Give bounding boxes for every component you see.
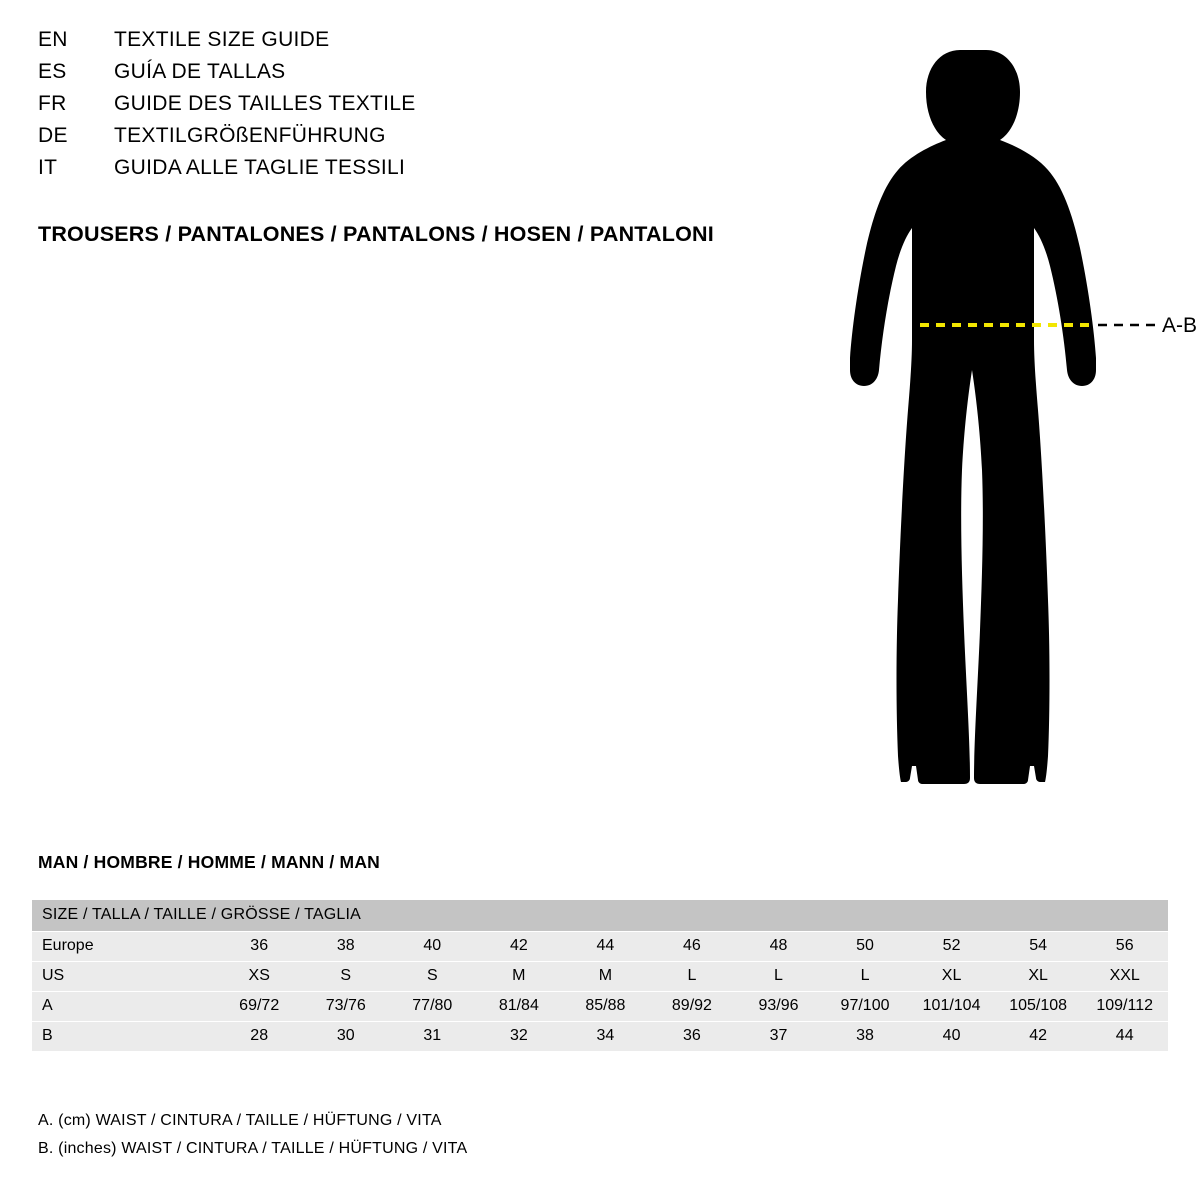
table-cell: 44 bbox=[562, 931, 649, 961]
table-cell: 42 bbox=[476, 931, 563, 961]
table-row bbox=[32, 1021, 1168, 1051]
language-row bbox=[38, 28, 798, 60]
table-cell: 34 bbox=[562, 1021, 649, 1051]
language-row bbox=[38, 60, 798, 92]
table-cell: 31 bbox=[389, 1021, 476, 1051]
table-cell: 85/88 bbox=[562, 991, 649, 1021]
table-cell: XL bbox=[908, 961, 995, 991]
language-code: ES bbox=[38, 60, 67, 83]
table-cell: 46 bbox=[649, 931, 736, 961]
table-cell: 36 bbox=[649, 1021, 736, 1051]
footnote-a: A. (cm) WAIST / CINTURA / TAILLE / HÜFTUNG / VITA bbox=[38, 1112, 442, 1129]
body-figure bbox=[810, 20, 1200, 810]
garment-title: TROUSERS / PANTALONES / PANTALONS / HOSEN / PANTALONI bbox=[38, 222, 714, 246]
language-code: FR bbox=[38, 92, 67, 115]
table-cell: 101/104 bbox=[908, 991, 995, 1021]
table-cell: L bbox=[822, 961, 909, 991]
table-cell: XL bbox=[995, 961, 1082, 991]
table-cell: 44 bbox=[1081, 1021, 1168, 1051]
table-cell: 97/100 bbox=[822, 991, 909, 1021]
table-cell: 40 bbox=[389, 931, 476, 961]
table-cell: 48 bbox=[735, 931, 822, 961]
table-cell: 30 bbox=[302, 1021, 389, 1051]
size-table bbox=[32, 900, 1168, 1052]
table-cell: 37 bbox=[735, 1021, 822, 1051]
table-cell: 36 bbox=[216, 931, 303, 961]
table-cell: 69/72 bbox=[216, 991, 303, 1021]
table-cell: 93/96 bbox=[735, 991, 822, 1021]
table-cell: S bbox=[302, 961, 389, 991]
table-header-row bbox=[32, 900, 1168, 931]
table-cell: 52 bbox=[908, 931, 995, 961]
man-silhouette-icon bbox=[850, 50, 1096, 784]
table-cell: 38 bbox=[822, 1021, 909, 1051]
table-row bbox=[32, 931, 1168, 961]
table-cell: 109/112 bbox=[1081, 991, 1168, 1021]
table-header-cell: SIZE / TALLA / TAILLE / GRÖSSE / TAGLIA bbox=[32, 900, 1168, 931]
table-cell: L bbox=[735, 961, 822, 991]
table-cell: 54 bbox=[995, 931, 1082, 961]
measure-label: A-B bbox=[1162, 314, 1198, 337]
language-list bbox=[38, 28, 798, 188]
table-cell: L bbox=[649, 961, 736, 991]
language-row bbox=[38, 156, 798, 188]
table-cell: 89/92 bbox=[649, 991, 736, 1021]
language-text: GUIDE DES TAILLES TEXTILE bbox=[114, 92, 416, 115]
language-text: GUIDA ALLE TAGLIE TESSILI bbox=[114, 156, 406, 179]
table-cell: XS bbox=[216, 961, 303, 991]
language-code: DE bbox=[38, 124, 68, 147]
language-row bbox=[38, 92, 798, 124]
table-cell: 32 bbox=[476, 1021, 563, 1051]
table-row bbox=[32, 961, 1168, 991]
table-cell: XXL bbox=[1081, 961, 1168, 991]
table-cell: 73/76 bbox=[302, 991, 389, 1021]
table-cell: 105/108 bbox=[995, 991, 1082, 1021]
table-section-label: MAN / HOMBRE / HOMME / MANN / MAN bbox=[38, 852, 380, 872]
language-text: TEXTILE SIZE GUIDE bbox=[114, 28, 330, 51]
table-cell: 56 bbox=[1081, 931, 1168, 961]
language-code: EN bbox=[38, 28, 68, 51]
table-cell: M bbox=[562, 961, 649, 991]
table-cell: 38 bbox=[302, 931, 389, 961]
row-label: A bbox=[32, 991, 216, 1021]
row-label: B bbox=[32, 1021, 216, 1051]
table-cell: 42 bbox=[995, 1021, 1082, 1051]
language-code: IT bbox=[38, 156, 58, 179]
language-row bbox=[38, 124, 798, 156]
table-cell: S bbox=[389, 961, 476, 991]
table-cell: 81/84 bbox=[476, 991, 563, 1021]
table-cell: 28 bbox=[216, 1021, 303, 1051]
footnote-b: B. (inches) WAIST / CINTURA / TAILLE / HÜFTUNG / VITA bbox=[38, 1140, 468, 1157]
row-label: Europe bbox=[32, 931, 216, 961]
table-cell: 77/80 bbox=[389, 991, 476, 1021]
table-cell: M bbox=[476, 961, 563, 991]
table-row bbox=[32, 991, 1168, 1021]
language-text: TEXTILGRÖßENFÜHRUNG bbox=[114, 124, 386, 147]
language-text: GUÍA DE TALLAS bbox=[114, 60, 286, 83]
row-label: US bbox=[32, 961, 216, 991]
table-cell: 50 bbox=[822, 931, 909, 961]
footnotes bbox=[38, 1112, 467, 1168]
table-cell: 40 bbox=[908, 1021, 995, 1051]
